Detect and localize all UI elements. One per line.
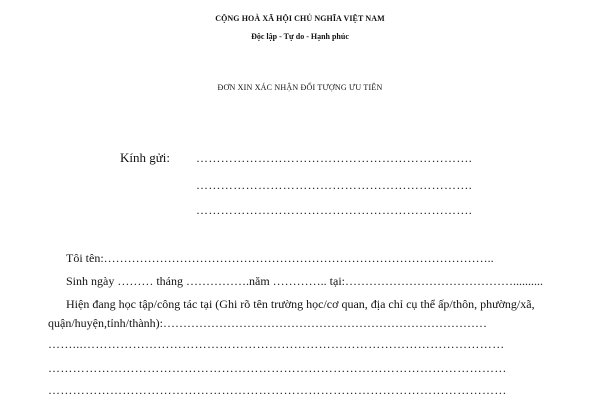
dotted-line-2: ………………………………………………………………………………………………… [48,361,507,375]
addressee-line-1: …………………………………………………………. [196,151,473,165]
national-motto: Độc lập - Tự do - Hạnh phúc [251,32,349,41]
dotted-line-3: ………………………………………………………………………………………………… [48,383,507,397]
workplace-field-line-2: quận/huyện,tỉnh/thành):……………………………………………………………………… [48,316,487,330]
addressee-line-2: …………………………………………………………. [196,178,473,192]
name-field-line: Tôi tên:…………………………………………………………………………………….. [66,251,494,265]
document-title: ĐƠN XIN XÁC NHẬN ĐỐI TƯỢNG ƯU TIÊN [217,83,383,92]
birth-field-line: Sinh ngày ……… tháng …………….năm ………….. tại:…………………………………….......... [66,274,543,288]
workplace-field-line-1: Hiện đang học tập/công tác tại (Ghi rõ tên trường học/cơ quan, địa chỉ cụ thể ấp/thôn, phường/xã, [66,297,535,311]
dotted-line-1: ……...………………………………………………………………………………………… [48,337,505,351]
addressee-label: Kính gửi: [120,150,171,165]
addressee-line-3: …………………………………………………………. [196,203,473,217]
national-title: CỘNG HOÀ XÃ HỘI CHỦ NGHĨA VIỆT NAM [215,14,385,23]
